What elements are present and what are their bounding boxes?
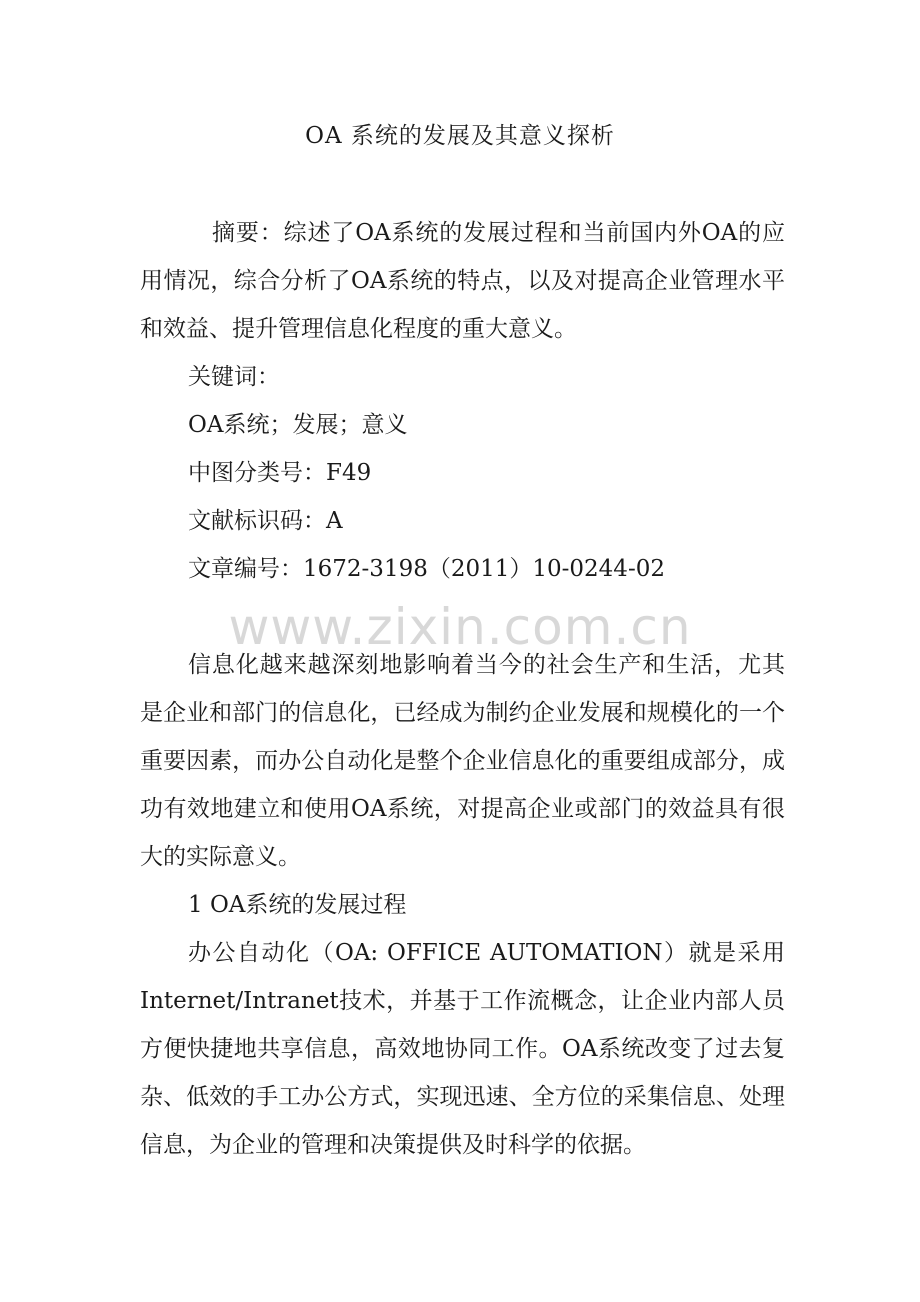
watermark: www.zixin.com.cn	[228, 598, 692, 656]
document-title: OA 系统的发展及其意义探析	[305, 123, 615, 149]
keywords-value: OA系统；发展；意义	[188, 412, 408, 438]
body-section	[140, 641, 785, 1169]
clc-number: 中图分类号：F49	[188, 460, 372, 486]
article-number: 文章编号：1672-3198（2011）10-0244-02	[188, 556, 665, 582]
intro-paragraph: 信息化越来越深刻地影响着当今的社会生产和生活，尤其是企业和部门的信息化，已经成为制约企业发展和规模化的一个重要因素，而办公自动化是整个企业信息化的重要组成部分，成功有效地建立和使用OA系统，对提高企业或部门的效益具有很大的实际意义。	[140, 652, 785, 870]
section-paragraph: 办公自动化（OA: OFFICE AUTOMATION）就是采用Internet/Intranet技术，并基于工作流概念，让企业内部人员方便快捷地共享信息，高效地协同工作。OA系统改变了过去复杂、低效的手工办公方式，实现迅速、全方位的采集信息、处理信息，为企业的管理和决策提供及时科学的依据。	[140, 940, 785, 1158]
abstract-text: 摘要：综述了OA系统的发展过程和当前国内外OA的应用情况，综合分析了OA系统的特点，以及对提高企业管理水平和效益、提升管理信息化程度的重大意义。	[140, 220, 785, 342]
keywords-label: 关键词：	[188, 364, 280, 390]
abstract-section	[140, 209, 785, 593]
section-heading: 1 OA系统的发展过程	[188, 892, 407, 918]
document-code: 文献标识码：A	[188, 508, 343, 534]
